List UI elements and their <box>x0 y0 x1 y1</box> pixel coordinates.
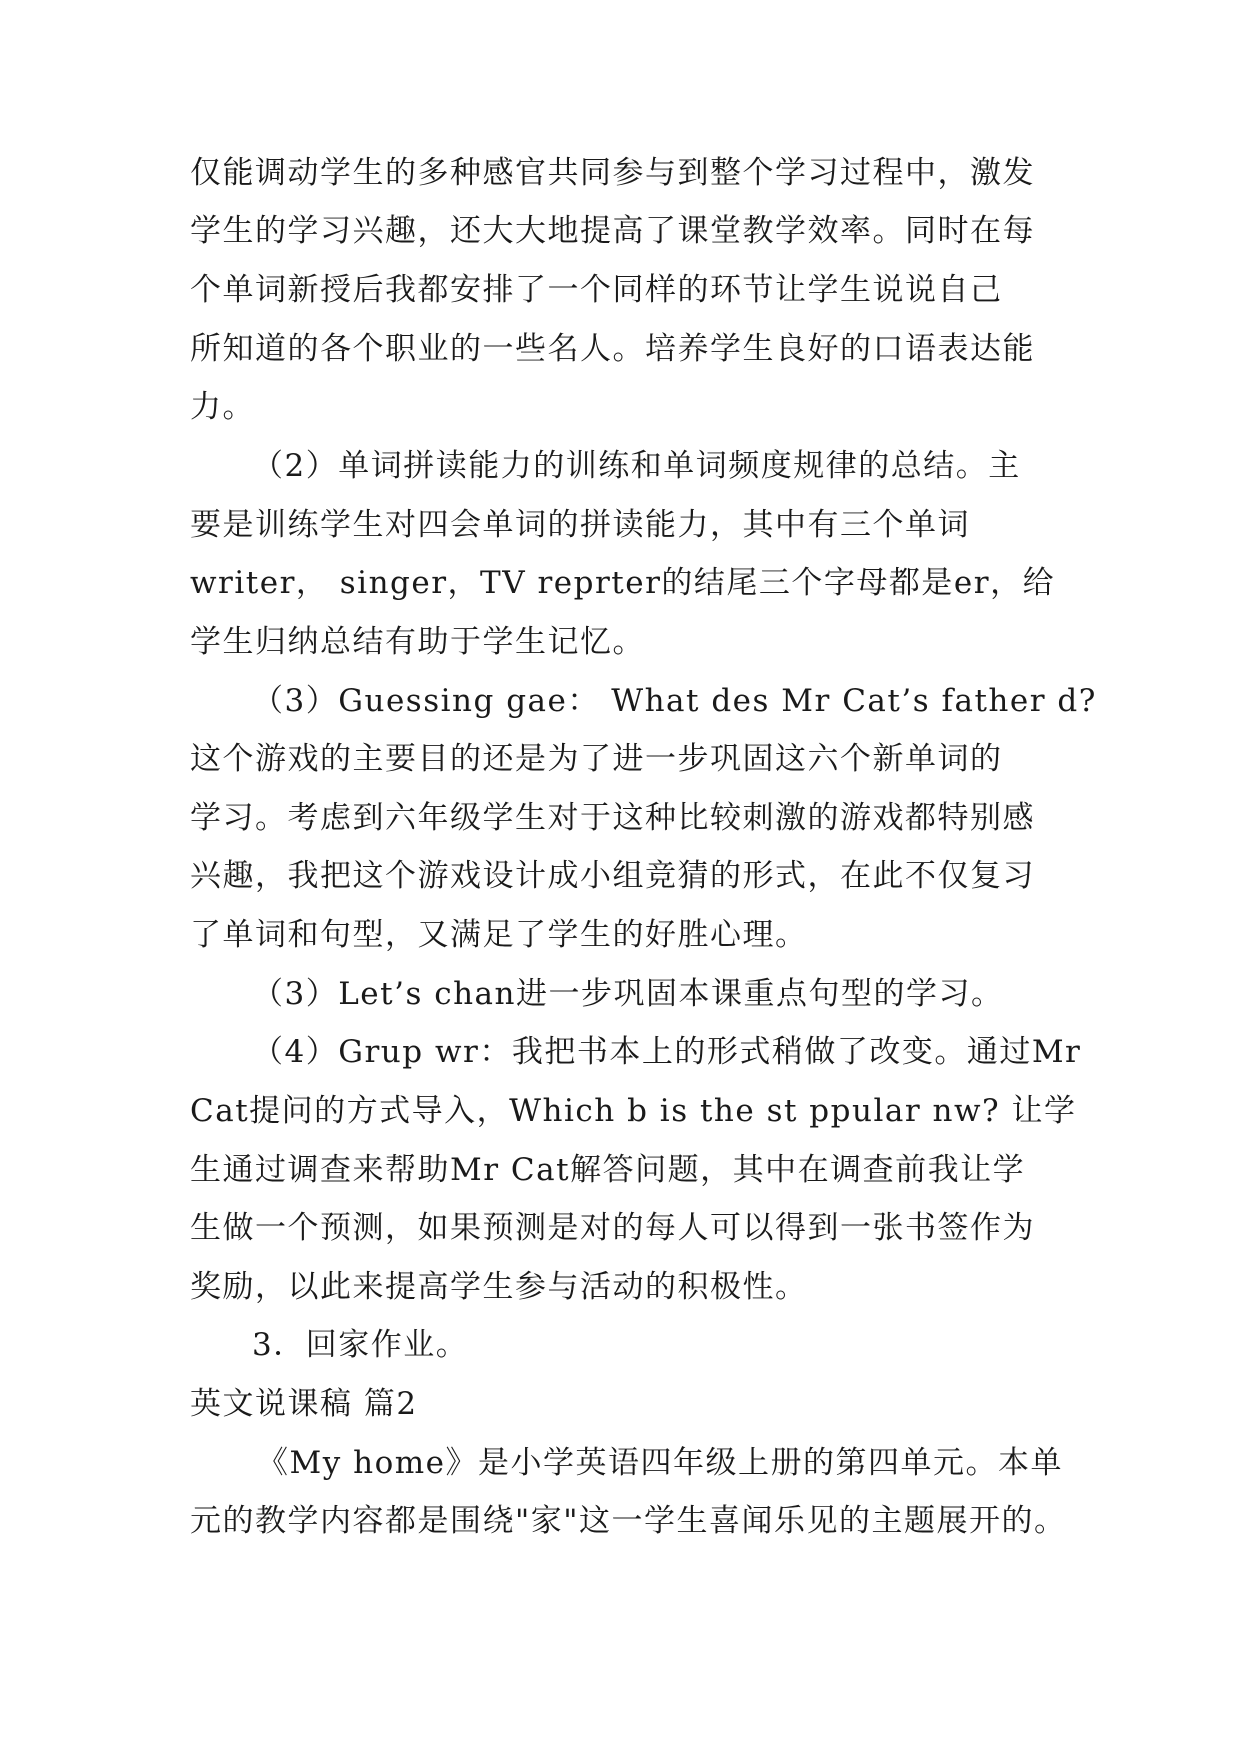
text-line: 生通过调查来帮助Mr Cat解答问题，其中在调查前我让学 <box>190 1152 1026 1188</box>
text-line: 了单词和句型，又满足了学生的好胜心理。 <box>190 917 808 953</box>
text-line: 学生归纳总结有助于学生记忆。 <box>190 624 645 660</box>
text-line: 所知道的各个职业的一些名人。培养学生良好的口语表达能 <box>190 331 1035 367</box>
text-line: 兴趣，我把这个游戏设计成小组竞猜的形式，在此不仅复习 <box>190 858 1035 894</box>
text-line: 要是训练学生对四会单词的拼读能力，其中有三个单词 <box>190 507 970 543</box>
section-heading: 英文说课稿 篇2 <box>190 1386 418 1422</box>
text-line: writer， singer，TV reprter的结尾三个字母都是er，给 <box>190 565 1056 601</box>
text-line: 学生的学习兴趣，还大大地提高了课堂教学效率。同时在每 <box>190 213 1035 249</box>
text-line: （3）Let’s chan进一步巩固本课重点句型的学习。 <box>252 976 1004 1012</box>
text-line: 学习。考虑到六年级学生对于这种比较刺激的游戏都特别感 <box>190 800 1035 836</box>
text-line: 力。 <box>190 389 255 425</box>
text-line: （4）Grup wr：我把书本上的形式稍做了改变。通过Mr <box>252 1034 1082 1070</box>
text-line: （3）Guessing gae： What des Mr Cat’s father d? <box>252 683 1097 719</box>
text-line: 仅能调动学生的多种感官共同参与到整个学习过程中，激发 <box>190 155 1035 191</box>
text-line: 这个游戏的主要目的还是为了进一步巩固这六个新单词的 <box>190 741 1003 777</box>
text-line: 元的教学内容都是围绕"家"这一学生喜闻乐见的主题展开的。 <box>190 1503 1067 1539</box>
text-line: 《My home》是小学英语四年级上册的第四单元。本单 <box>257 1445 1063 1481</box>
text-line: 个单词新授后我都安排了一个同样的环节让学生说说自己 <box>190 272 1003 308</box>
text-line: （2）单词拼读能力的训练和单词频度规律的总结。主 <box>252 448 1021 484</box>
text-line: 奖励，以此来提高学生参与活动的积极性。 <box>190 1269 808 1305</box>
text-line: Cat提问的方式导入，Which b is the st ppular nw? 让学 <box>190 1093 1077 1129</box>
text-line: 3．回家作业。 <box>252 1327 469 1363</box>
text-line: 生做一个预测，如果预测是对的每人可以得到一张书签作为 <box>190 1210 1035 1246</box>
